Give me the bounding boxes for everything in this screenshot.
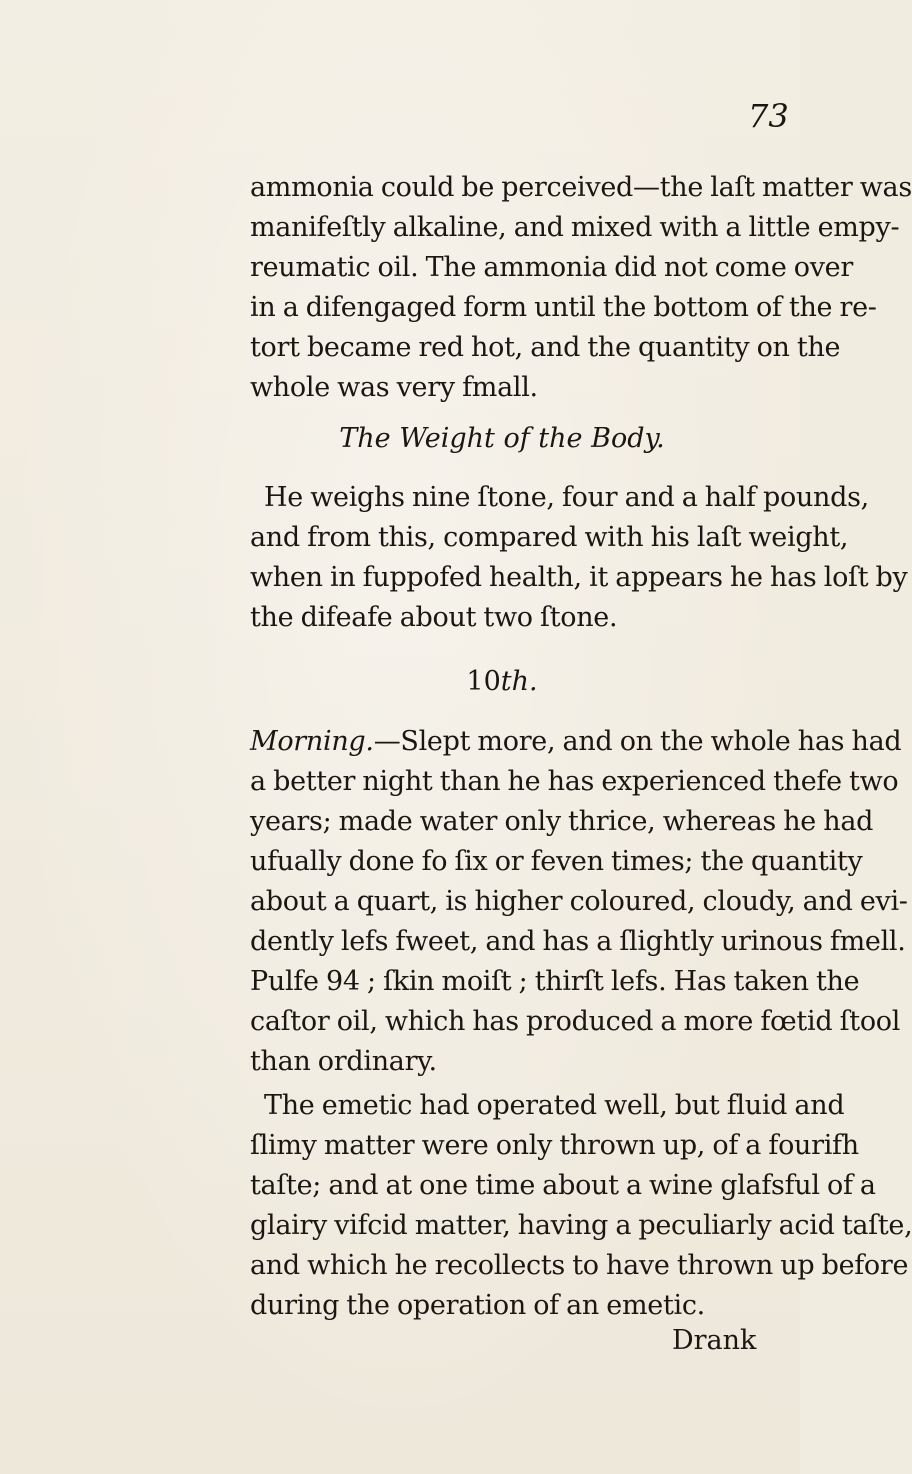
text-line: reumatic oil. The ammonia did not come over (250, 252, 853, 283)
text-line (250, 722, 902, 762)
catchword: Drank (672, 1325, 757, 1356)
date-suffix: th. (500, 666, 538, 697)
text-line: ammonia could be perceived—the laſt matter was (250, 172, 912, 203)
text-line: during the operation of an emetic. (250, 1290, 705, 1321)
paragraph-weight (250, 478, 908, 638)
heading-weight-of-body: The Weight of the Body. (339, 423, 665, 454)
text-line: and from this, compared with his laſt weight, (250, 522, 849, 553)
text-line: ſlimy matter were only thrown up, of a fourifh (250, 1130, 859, 1161)
text-line: whole was very fmall. (250, 372, 538, 403)
paragraph-emetic (250, 1086, 912, 1326)
page-number: 73 (748, 97, 789, 135)
text-line: a better night than he has experienced thefe two (250, 766, 899, 797)
text-line: and which he recollects to have thrown up before (250, 1250, 909, 1281)
text-line: when in fuppofed health, it appears he has loſt by (250, 562, 908, 593)
text-span: —Slept more, and on the whole has had (373, 726, 902, 757)
text-line: tort became red hot, and the quantity on the (250, 332, 841, 363)
text-line: caſtor oil, which has produced a more fœtid ſtool (250, 1006, 901, 1037)
text-line: than ordinary. (250, 1046, 437, 1077)
text-line: taſte; and at one time about a wine glafsful of a (250, 1170, 876, 1201)
text-line: Pulfe 94 ; ſkin moiſt ; thirſt lefs. Has taken the (250, 966, 860, 997)
paragraph-morning (250, 722, 908, 1082)
morning-label: Morning. (250, 726, 374, 757)
paragraph-ammonia (250, 168, 912, 408)
text-line: dently lefs fweet, and has a ſlightly urinous fmell. (250, 926, 906, 957)
heading-date (250, 666, 754, 697)
text-line: about a quart, is higher coloured, cloudy, and evi- (250, 886, 908, 917)
text-line: ufually done fo ſix or feven times; the quantity (250, 846, 863, 877)
text-line: glairy vifcid matter, having a peculiarly acid taſte, (250, 1210, 912, 1241)
text-line: The emetic had operated well, but fluid and (264, 1090, 845, 1121)
text-line: the difeafe about two ſtone. (250, 602, 618, 633)
text-line: in a difengaged form until the bottom of the re- (250, 292, 877, 323)
text-line: He weighs nine ſtone, four and a half pounds, (264, 482, 869, 513)
date-number: 10 (466, 666, 501, 697)
text-line: manifeſtly alkaline, and mixed with a little empy- (250, 212, 900, 243)
text-line: years; made water only thrice, whereas he had (250, 806, 874, 837)
